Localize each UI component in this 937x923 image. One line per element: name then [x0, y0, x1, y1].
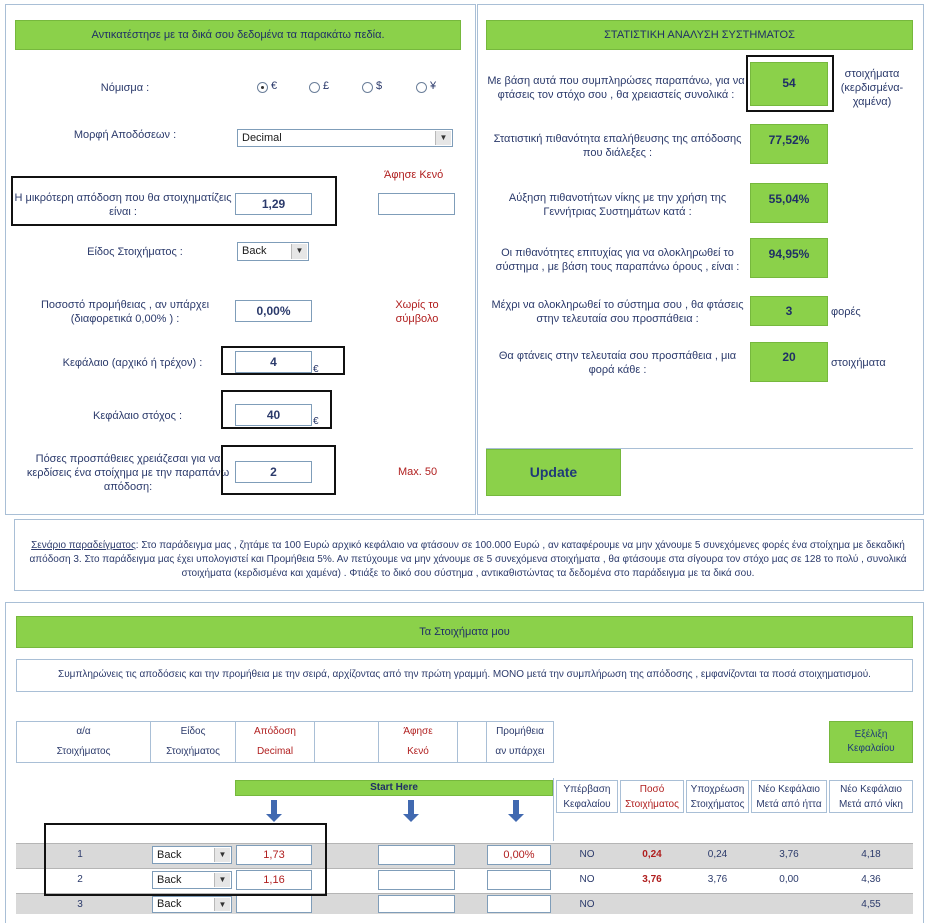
col-header-commission-l1: Προμήθεια	[496, 726, 544, 737]
capital-evolution-header	[829, 721, 913, 763]
left-panel-header: Αντικατέστησε με τα δικά σου δεδομένα τα παρακάτω πεδία.	[15, 20, 461, 50]
sub-header-liability	[686, 780, 749, 813]
col-header-index-l1: α/α	[76, 726, 91, 737]
currency-jpy-label: ¥	[430, 80, 437, 92]
highlight-box-capital	[221, 346, 345, 375]
commission-note: Χωρίς το σύμβολο	[395, 299, 439, 325]
row-index: 2	[77, 874, 83, 885]
row-leave-empty-input[interactable]	[378, 895, 455, 913]
target-input[interactable]: 40	[235, 404, 312, 426]
col-header-leave	[378, 721, 458, 763]
row-commission-input[interactable]	[487, 895, 551, 913]
stat-value-1: 54	[750, 62, 828, 106]
col-header-leave-l1: Άφησε	[403, 726, 433, 737]
currency-label: Νόμισμα :	[100, 82, 150, 94]
row-odds-input[interactable]	[236, 895, 312, 913]
arrow-down-icon	[271, 800, 277, 816]
col-header-spacer2	[457, 721, 487, 763]
start-here-bar: Start Here	[235, 780, 553, 796]
sub-header-exceed-l1: Υπέρβαση	[563, 784, 611, 795]
stat-label-6: Θα φτάνεις στην τελευταία σου προσπάθεια , μια φορά κάθε :	[498, 350, 737, 376]
bets-panel-header: Τα Στοιχήματα μου	[16, 616, 913, 648]
odds-format-label: Μορφή Αποδόσεων :	[73, 129, 177, 141]
row-bet-type-value: Back	[157, 874, 182, 886]
highlight-box-min-odds	[11, 176, 337, 226]
right-panel-header: ΣΤΑΤΙΣΤΙΚΗ ΑΝΑΛΥΣΗ ΣΥΣΤΗΜΑΤΟΣ	[486, 20, 913, 50]
highlight-box-target	[221, 390, 332, 429]
row-after-win: 4,36	[861, 874, 881, 885]
odds-format-select[interactable]	[237, 129, 453, 147]
commission-label: Ποσοστό προμήθειας , αν υπάρχει (διαφορετικά 0,00% ) :	[40, 299, 210, 325]
col-header-type	[150, 721, 236, 763]
row-exceed: NO	[579, 874, 595, 885]
row-odds-input[interactable]: 1,73	[236, 845, 312, 865]
capital-evolution-l2: Κεφαλαίου	[847, 743, 895, 754]
col-header-type-l1: Είδος	[180, 726, 206, 737]
scenario-title: Σενάριο παραδείγματος	[31, 540, 136, 551]
arrow-down-icon	[513, 800, 519, 816]
currency-radio-jpy[interactable]	[416, 82, 427, 93]
col-header-index-l2: Στοιχήματος	[56, 746, 111, 757]
capital-label: Κεφάλαιο (αρχικό ή τρέχον) :	[62, 357, 203, 369]
row-stake: 0,24	[642, 849, 662, 860]
target-label: Κεφάλαιο στόχος :	[92, 410, 182, 422]
currency-gbp-label: £	[323, 80, 330, 92]
bets-instructions: Συμπληρώνεις τις αποδόσεις και την προμήθεια με την σειρά, αρχίζοντας από την πρώτη γραμμή. ΜΟΝΟ μετά την συμπλήρωση της απόδοσης , εμφανίζονται τα ποσά στοιχηματισμού.	[58, 669, 871, 680]
row-liability: 0,24	[707, 849, 728, 860]
chevron-down-icon: ▼	[214, 873, 230, 887]
sub-header-after-win-l1: Νέο Κεφάλαιο	[840, 784, 902, 795]
row-after-loss: 3,76	[779, 849, 799, 860]
col-header-commission	[486, 721, 554, 763]
odds-format-value: Decimal	[242, 132, 282, 144]
highlight-box-total-bets	[746, 55, 834, 112]
currency-eur-label: €	[271, 80, 278, 92]
stat-unit-6: στοιχήματα	[831, 357, 886, 369]
leave-empty-label: Άφησε Κενό	[384, 169, 444, 181]
row-bet-type-value: Back	[157, 849, 182, 861]
currency-radio-eur[interactable]	[257, 82, 268, 93]
sub-header-exceed-l2: Κεφαλαίου	[563, 799, 611, 810]
col-header-commission-l2: αν υπάρχει	[495, 746, 545, 757]
table-row	[16, 893, 913, 914]
row-index: 3	[77, 899, 83, 910]
chevron-down-icon: ▼	[435, 131, 451, 145]
chevron-down-icon: ▼	[214, 848, 230, 862]
row-index: 1	[77, 849, 83, 860]
chevron-down-icon: ▼	[214, 898, 230, 911]
row-exceed: NO	[579, 849, 595, 860]
col-header-type-l2: Στοιχήματος	[166, 746, 220, 757]
row-stake: 3,76	[642, 874, 662, 885]
chevron-down-icon: ▼	[291, 244, 307, 259]
stat-label-1: Με βάση αυτά που συμπληρώσες παραπάνω, για να φτάσεις τον στόχο σου , θα χρειαστείς συνολικά :	[487, 75, 745, 101]
scenario-text	[20, 539, 916, 581]
row-leave-empty-input[interactable]	[378, 845, 455, 865]
bet-type-select[interactable]	[237, 242, 309, 261]
highlight-box-attempts	[221, 445, 336, 495]
stat-label-4: Οι πιθανότητες επιτυχίας για να ολοκληρωθεί το σύστημα , με βάση τους παραπάνω όρους , είναι :	[495, 247, 740, 273]
scenario-body: : Στο παράδειγμα μας , ζητάμε τα 100 Ευρώ αρχικό κεφάλαιο να φτάσουν σε 100.000 Ευρώ , αν καταφέρουμε να μην χάνουμε 5 συνεχόμενες φορές ένα στοίχημα με δεκαδική απόδοση 3. Στο παράδειγμα μας έχει υπολογιστεί και Προμήθεια 5%. Αν πετύχουμε να μην χάνουμε σε 5 συνεχόμενα στοιχήματα , θα φτάσουμε στα σίγουρα τον στόχο μας σε 128 το πολύ , συνολικά στοιχήματα (κερδισμένα και χαμένα) . Φτιάξε το δικό σου σύστημα , αντικαθιστώντας τα δεδομένα στο παράδειγμα με τα δικά σου.	[29, 540, 907, 579]
sub-header-stake-l1: Ποσό	[639, 784, 665, 795]
row-exceed: NO	[579, 899, 595, 910]
row-after-win: 4,55	[861, 899, 881, 910]
min-odds-label: Η μικρότερη απόδοση που θα στοιχηματίζεις είναι :	[14, 192, 232, 218]
bet-type-label: Είδος Στοιχήματος :	[87, 246, 183, 258]
arrow-down-icon	[408, 800, 414, 816]
currency-radio-gbp[interactable]	[309, 82, 320, 93]
sub-header-liability-l2: Στοιχήματος	[690, 799, 745, 810]
capital-evolution-l1: Εξέλιξη	[854, 729, 888, 740]
stat-value-5: 3	[750, 296, 828, 326]
row-odds-input[interactable]: 1,16	[236, 870, 312, 890]
stat-label-3: Αύξηση πιθανοτήτων νίκης με την χρήση της Γεννήτριας Συστημάτων κατά :	[508, 192, 727, 218]
highlight-box-rows	[44, 823, 327, 896]
attempts-label: Πόσες προσπάθειες χρειάζεσαι για να κερδίσεις ένα στοίχημα με την παραπάνω απόδοση:	[26, 453, 230, 493]
col-header-odds-l1: Απόδοση	[254, 726, 296, 737]
stat-label-2: Στατιστική πιθανότητα επαλήθευσης της απόδοσης που διάλεξες :	[493, 133, 742, 159]
row-leave-empty-input[interactable]	[378, 870, 455, 890]
sub-header-after-loss-l2: Μετά από ήττα	[756, 799, 822, 810]
min-odds-input[interactable]: 1,29	[235, 193, 312, 215]
stat-value-4: 94,95%	[750, 238, 828, 278]
sub-header-after-loss	[751, 780, 827, 813]
stat-value-3: 55,04%	[750, 183, 828, 223]
col-header-index	[16, 721, 151, 763]
stat-value-6: 20	[750, 342, 828, 382]
stat-label-5: Μέχρι να ολοκληρωθεί το σύστημα σου , θα φτάσεις στην τελευταία σου προσπάθεια :	[491, 299, 744, 325]
commission-input[interactable]: 0,00%	[235, 300, 312, 322]
col-header-odds	[235, 721, 315, 763]
bet-type-value: Back	[242, 245, 267, 257]
capital-input[interactable]: 4	[235, 351, 312, 373]
sub-header-after-loss-l1: Νέο Κεφάλαιο	[758, 784, 820, 795]
row-commission-input[interactable]	[487, 870, 551, 890]
sub-header-stake	[620, 780, 684, 813]
col-header-spacer1	[314, 721, 379, 763]
currency-usd-label: $	[376, 80, 383, 92]
sub-header-exceed	[556, 780, 618, 813]
stat-unit-5: φορές	[831, 306, 861, 318]
update-button-label: Update	[529, 464, 578, 480]
col-header-odds-l2: Decimal	[256, 746, 294, 757]
stat-value-2: 77,52%	[750, 124, 828, 164]
stat-unit-1: στοιχήματα (κερδισμένα-χαμένα)	[840, 68, 904, 108]
row-bet-type-value: Back	[157, 898, 182, 910]
sub-header-after-win	[829, 780, 913, 813]
row-after-loss: 0,00	[779, 874, 799, 885]
row-bet-type-select[interactable]	[152, 896, 232, 913]
row-liability: 3,76	[707, 874, 728, 885]
sub-header-stake-l2: Στοιχήματος	[625, 799, 679, 810]
row-after-win: 4,18	[861, 849, 881, 860]
row-commission-input[interactable]: 0,00%	[487, 845, 551, 865]
col-header-leave-l2: Κενό	[407, 746, 429, 757]
min-odds-empty-input[interactable]	[378, 193, 455, 215]
currency-radio-usd[interactable]	[362, 82, 373, 93]
attempts-input[interactable]: 2	[235, 461, 312, 483]
sub-header-after-win-l2: Μετά από νίκη	[839, 799, 903, 810]
target-currency-mark: €	[313, 416, 319, 427]
capital-currency-mark: €	[313, 364, 319, 375]
update-button[interactable]	[486, 449, 621, 496]
sub-header-liability-l1: Υποχρέωση	[690, 784, 745, 795]
attempts-note: Max. 50	[398, 466, 438, 478]
